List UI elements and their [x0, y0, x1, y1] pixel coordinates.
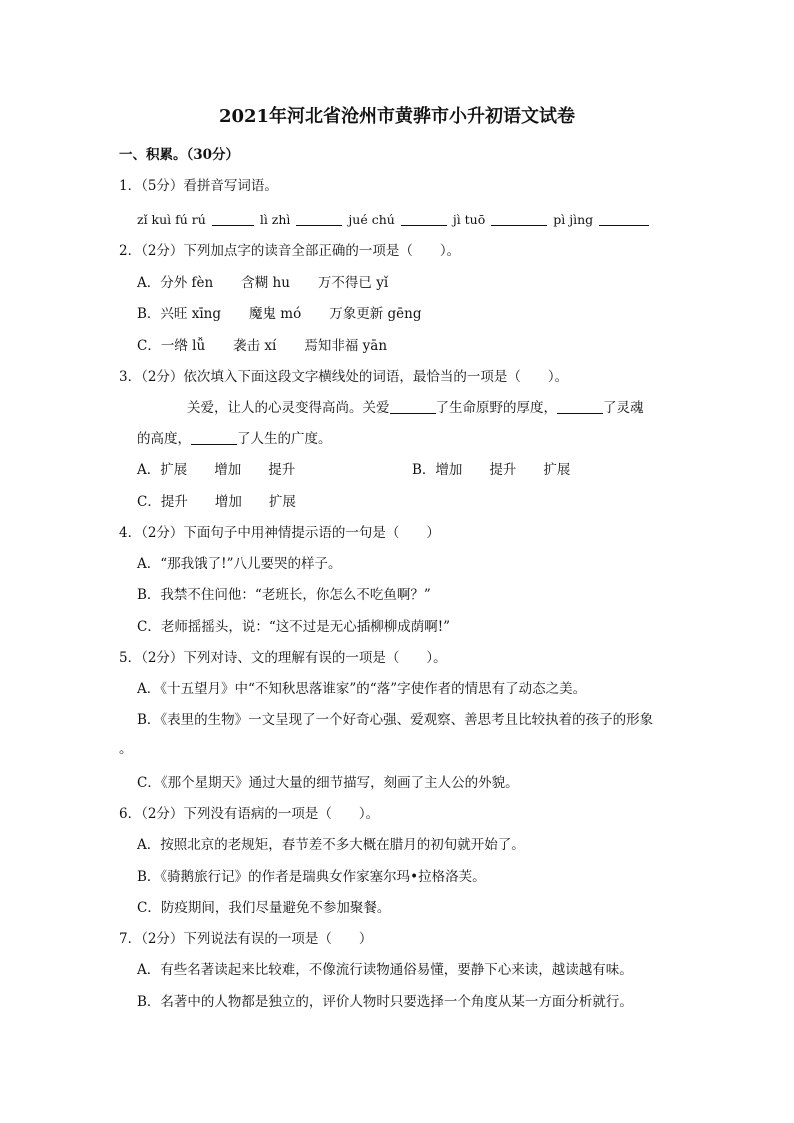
question-1-pinyin-row — [137, 211, 649, 229]
question-6-option-b: B．《骑鹅旅行记》的作者是瑞典女作家塞尔玛•拉格洛芙。 — [137, 869, 486, 885]
question-3-option-c: C．提升 增加 扩展 — [137, 494, 296, 510]
question-5-option-c: C．《那个星期天》通过大量的细节描写，刻画了主人公的外貌。 — [137, 775, 519, 791]
question-4-option-a: A．“那我饿了!”八儿要哭的样子。 — [137, 556, 342, 572]
answer-blank-4 — [491, 211, 547, 226]
question-7-stem: 7．（2分）下列说法有误的一项是（ ） — [119, 931, 373, 947]
pinyin-1: zǐ kuì fú rú — [137, 212, 206, 227]
question-3-passage-line-1: 关爱，让人的心灵变得高尚。关爱 了生命原野的厚度， 了灵魂 — [187, 400, 644, 416]
pinyin-5: pì jìng — [553, 212, 594, 227]
page-title: 2021年河北省沧州市黄骅市小升初语文试卷 — [218, 106, 576, 127]
question-2-stem: 2．（2分）下列加点字的读音全部正确的一项是（ ）。 — [119, 243, 461, 259]
question-3-option-b: B．增加 提升 扩展 — [412, 462, 571, 478]
question-4-stem: 4．（2分）下面句子中用神情提示语的一句是（ ） — [119, 525, 440, 541]
question-5-option-b-wrap: 。 — [119, 741, 133, 757]
question-2-option-c: C．一绺 lǚ 袭击 xí 焉知非福 yān — [137, 338, 388, 354]
pinyin-2: lì zhì — [259, 212, 291, 227]
question-6-option-a: A．按照北京的老规矩，春节差不多大概在腊月的初旬就开始了。 — [137, 837, 525, 853]
question-6-option-c: C．防疫期间，我们尽量避免不参加聚餐。 — [137, 900, 391, 916]
passage-blank-1 — [390, 399, 436, 414]
answer-blank-5 — [599, 211, 649, 226]
passage-blank-2 — [557, 399, 603, 414]
passage-blank-3 — [191, 430, 237, 445]
question-6-stem: 6．（2分）下列没有语病的一项是（ ）。 — [119, 806, 380, 822]
answer-blank-1 — [212, 211, 254, 226]
question-4-option-c: C．老师摇摇头，说：“这不过是无心插柳柳成荫啊!” — [137, 619, 451, 635]
question-4-option-b: B．我禁不住问他：“老班长，你怎么不吃鱼啊？” — [137, 587, 431, 603]
question-3-option-a: A．扩展 增加 提升 — [137, 462, 296, 478]
answer-blank-2 — [296, 211, 342, 226]
question-3-stem: 3．（2分）依次填入下面这段文字横线处的词语，最恰当的一项是（ ）。 — [119, 369, 569, 385]
answer-blank-3 — [401, 211, 447, 226]
pinyin-3: jué chú — [348, 212, 395, 227]
question-2-option-a: A．分外 fèn 含糊 hu 万不得已 yǐ — [137, 275, 389, 291]
question-5-option-b: B．《表里的生物》一文呈现了一个好奇心强、爱观察、善思考且比较执着的孩子的形象 — [137, 712, 654, 728]
question-5-stem: 5．（2分）下列对诗、文的理解有误的一项是（ ）。 — [119, 650, 447, 666]
question-7-option-a: A．有些名著读起来比较难，不像流行读物通俗易懂，要静下心来读，越读越有味。 — [137, 962, 633, 978]
section-heading: 一、积累。（30分） — [119, 147, 240, 163]
question-1-stem: 1．（5分）看拼音写词语。 — [119, 178, 278, 194]
question-2-option-b: B．兴旺 xīng 魔鬼 mó 万象更新 gēng — [137, 306, 422, 322]
question-5-option-a: A．《十五望月》中“不知秋思落谁家”的“落”字使作者的情思有了动态之美。 — [137, 681, 587, 697]
question-7-option-b: B．名著中的人物都是独立的，评价人物时只要选择一个角度从某一方面分析就行。 — [137, 994, 633, 1010]
question-3-passage-line-2: 的高度， 了人生的广度。 — [137, 431, 332, 447]
pinyin-4: jì tuō — [452, 212, 486, 227]
